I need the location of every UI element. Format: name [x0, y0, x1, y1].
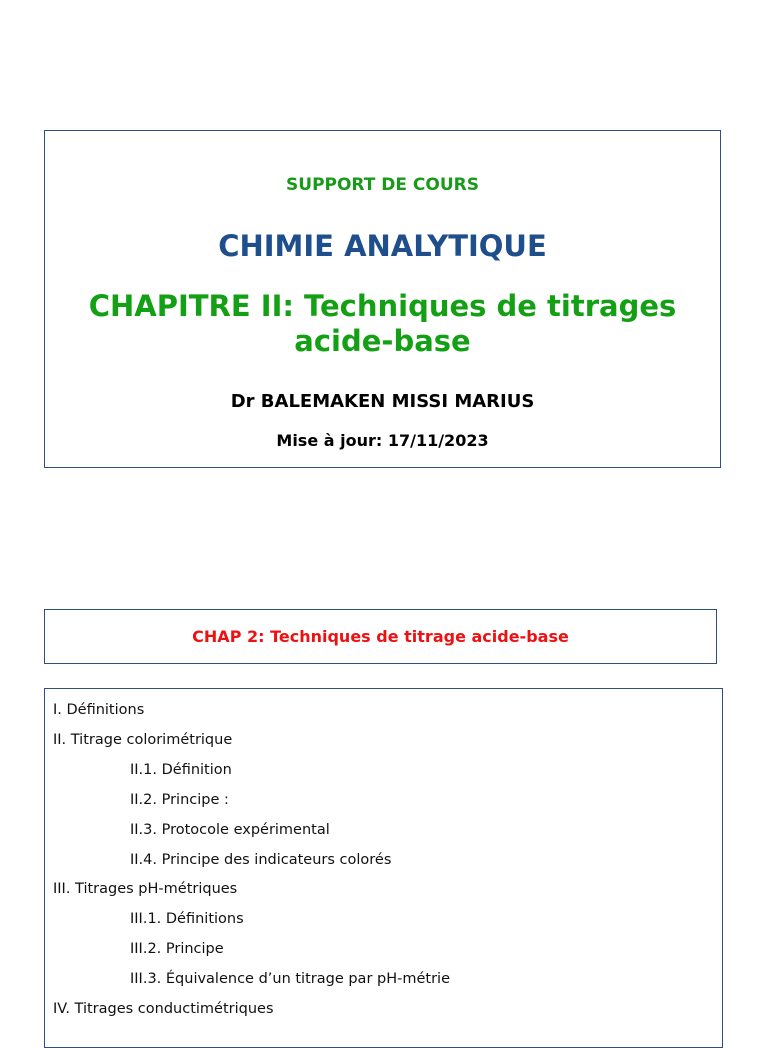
toc-item: II.4. Principe des indicateurs colorés — [130, 852, 392, 868]
author-name: Dr BALEMAKEN MISSI MARIUS — [230, 391, 535, 412]
toc-item: IV. Titrages conductimétriques — [53, 1001, 274, 1017]
course-title: CHIMIE ANALYTIQUE — [218, 229, 547, 263]
table-of-contents — [44, 688, 723, 1048]
chapter-header-box — [44, 609, 717, 664]
toc-item: II. Titrage colorimétrique — [53, 732, 233, 748]
toc-item: II.3. Protocole expérimental — [130, 822, 330, 838]
toc-item: III.2. Principe — [130, 941, 224, 957]
toc-item: II.2. Principe : — [130, 792, 229, 808]
chapter-title: CHAPITRE II: Techniques de titrages acide-base — [88, 289, 677, 358]
update-date: Mise à jour: 17/11/2023 — [276, 431, 489, 450]
toc-item: III. Titrages pH-métriques — [53, 881, 238, 897]
toc-item: I. Définitions — [53, 702, 145, 718]
toc-item: III.3. Équivalence d’un titrage par pH-métrie — [130, 971, 450, 987]
cover-box — [44, 130, 721, 468]
toc-item: III.1. Définitions — [130, 911, 244, 927]
support-label: SUPPORT DE COURS — [286, 175, 479, 195]
chapter-header-title: CHAP 2: Techniques de titrage acide-base — [192, 627, 569, 646]
toc-item: II.1. Définition — [130, 762, 232, 778]
